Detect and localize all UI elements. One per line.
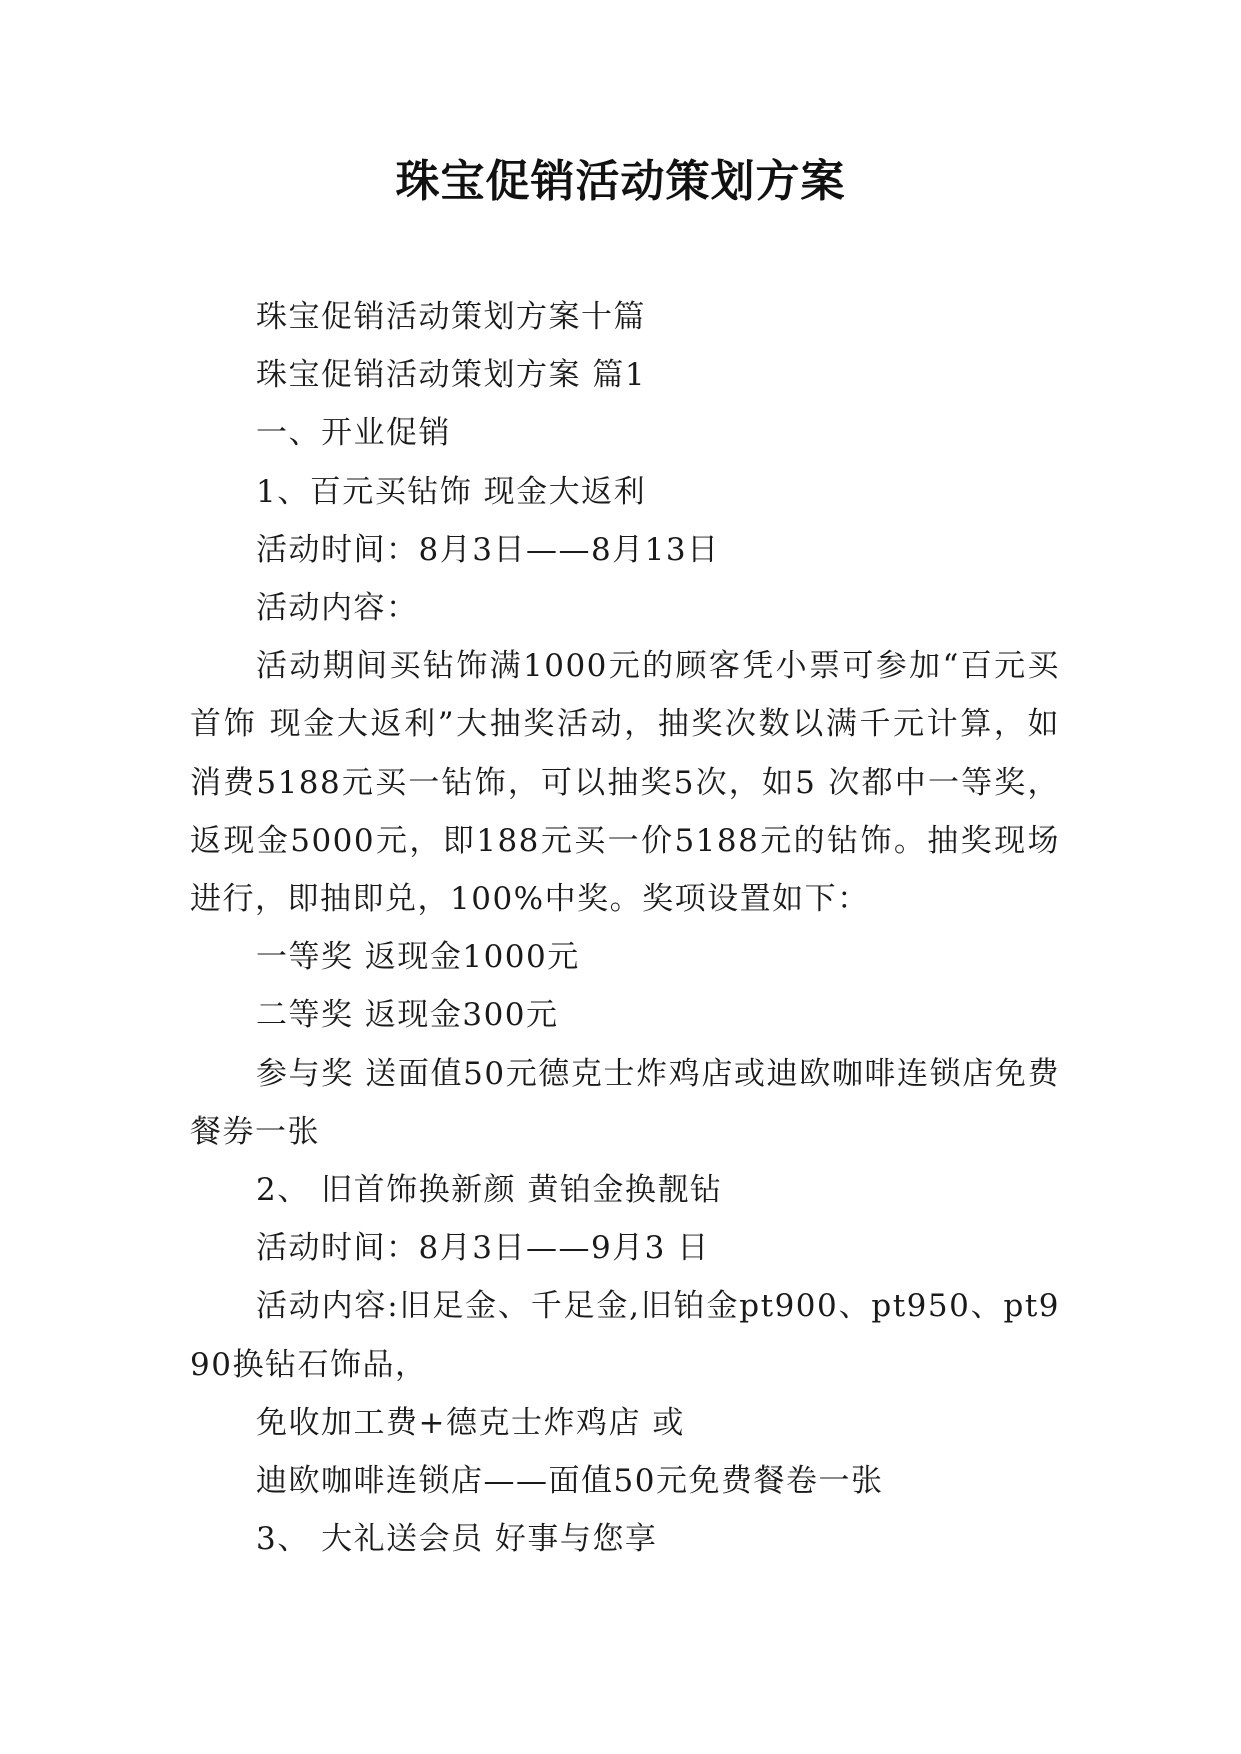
paragraph-activity-content: 活动内容:旧足金、千足金,旧铂金pt900、pt950、pt990换钻石饰品， xyxy=(190,1288,1060,1383)
paragraph-section-heading: 一、开业促销 xyxy=(256,415,451,452)
paragraph-second-prize: 二等奖 返现金300元 xyxy=(256,997,559,1034)
paragraph-activity-description: 活动期间买钻饰满1000元的顾客凭小票可参加“百元买首饰 现金大返利”大抽奖活动，抽奖次数以满千元计算，如消费5188元买一钻饰，可以抽奖5次，如5 次都中一等奖，返现金5000元，即188元买一价5188元的钻饰。抽奖现场进行，即抽即兑，100%中奖。奖项设置如下： xyxy=(190,648,1060,918)
document-body xyxy=(190,288,1060,1568)
paragraph-subtitle: 珠宝促销活动策划方案十篇 xyxy=(256,299,646,335)
paragraph-item-heading: 2、 旧首饰换新颜 黄铂金换靓钻 xyxy=(256,1172,723,1209)
paragraph-item-heading: 1、百元买钻饰 现金大返利 xyxy=(256,473,647,510)
paragraph-activity-time: 活动时间：8月3日——9月3 日 xyxy=(256,1230,710,1267)
paragraph-participation-prize: 参与奖 送面值50元德克士炸鸡店或迪欧咖啡连锁店免费餐券一张 xyxy=(190,1055,1060,1150)
paragraph-part-heading: 珠宝促销活动策划方案 篇1 xyxy=(256,357,647,394)
paragraph-item-heading: 3、 大礼送会员 好事与您享 xyxy=(256,1521,658,1558)
paragraph-activity-content-label: 活动内容： xyxy=(256,590,419,627)
document-title: 珠宝促销活动策划方案 xyxy=(395,156,846,207)
paragraph-first-prize: 一等奖 返现金1000元 xyxy=(256,939,580,976)
paragraph-offer: 免收加工费+德克士炸鸡店 或 xyxy=(256,1404,685,1441)
paragraph-offer-continued: 迪欧咖啡连锁店——面值50元免费餐卷一张 xyxy=(256,1463,884,1500)
paragraph-activity-time: 活动时间：8月3日——8月13日 xyxy=(256,531,720,568)
